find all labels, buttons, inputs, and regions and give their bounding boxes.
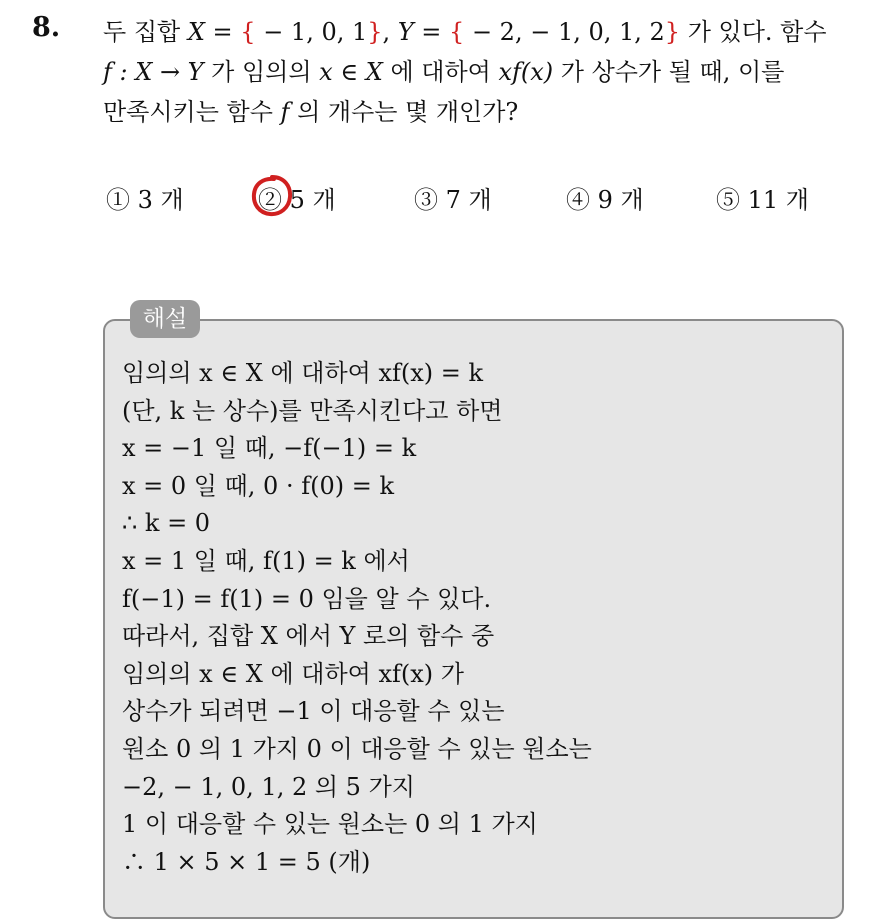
set-x-symbol: X [187,18,205,46]
solution-line: x = 0 일 때, 0 · f(0) = k [122,471,395,500]
choice-3[interactable]: ③ 7 개 [414,186,492,214]
solution-line: x = 1 일 때, f(1) = k 에서 [122,546,410,575]
solution-line: 임의의 x ∈ X 에 대하여 xf(x) = k [122,359,484,387]
solution-line: 1 이 대응할 수 있는 원소는 0 의 1 가지 [122,810,538,839]
set-x-elements: − 1, 0, 1 [255,18,368,46]
math-expr: x ∈ X [319,58,383,86]
solution-line: (단, k 는 상수)를 만족시킨다고 하면 [122,396,503,425]
q-text: 만족시키는 함수 [103,98,281,126]
math-expr: f [280,98,290,126]
math-expr: xf(x) [498,58,554,86]
solution-tag: 해설 [130,300,200,338]
choice-1[interactable]: ① 3 개 [106,186,184,214]
question-text [103,12,863,132]
q-text: 가 상수가 될 때, 이를 [553,58,785,86]
function-def: f : X → Y [103,58,204,86]
set-y-symbol: Y [397,18,414,46]
solution-line: f(−1) = f(1) = 0 임을 알 수 있다. [122,584,492,613]
q-text: 두 집합 [103,18,188,46]
solution-line: ∴ 1 × 5 × 1 = 5 (개) [122,847,371,876]
solution-line: 따라서, 집합 X 에서 Y 로의 함수 중 [122,622,495,651]
brace-close: } [367,18,383,46]
solution-line: 원소 0 의 1 가지 0 이 대응할 수 있는 원소는 [122,734,592,763]
question-line-3 [103,92,863,132]
choice-2[interactable] [258,180,336,215]
solution-line: x = −1 일 때, −f(−1) = k [122,434,417,463]
brace-open: { [240,18,256,46]
question-number: 8. [32,12,61,43]
solution-line: −2, − 1, 0, 1, 2 의 5 가지 [122,772,415,801]
q-text: 가 있다. 함수 [680,18,827,46]
choice-5[interactable]: ⑤ 11 개 [716,186,809,214]
q-text: , [382,18,398,46]
set-y-elements: − 2, − 1, 0, 1, 2 [464,18,665,46]
q-text: 의 개수는 몇 개인가? [289,98,519,126]
brace-open: { [449,18,465,46]
choice-2-label: ② 5 개 [258,186,336,214]
q-text: = [413,18,450,46]
choice-4[interactable]: ④ 9 개 [566,186,644,214]
q-text: 가 임의의 [203,58,320,86]
q-text: 에 대하여 [382,58,499,86]
solution-line: ∴ k = 0 [122,509,211,538]
solution-line: 상수가 되려면 −1 이 대응할 수 있는 [122,697,505,726]
solution-text [122,355,822,881]
q-text: = [204,18,241,46]
solution-line: 임의의 x ∈ X 에 대하여 xf(x) 가 [122,659,464,688]
answer-choices [106,180,866,220]
question-line-1 [103,12,863,52]
question-line-2 [103,52,863,92]
brace-close: } [664,18,681,46]
